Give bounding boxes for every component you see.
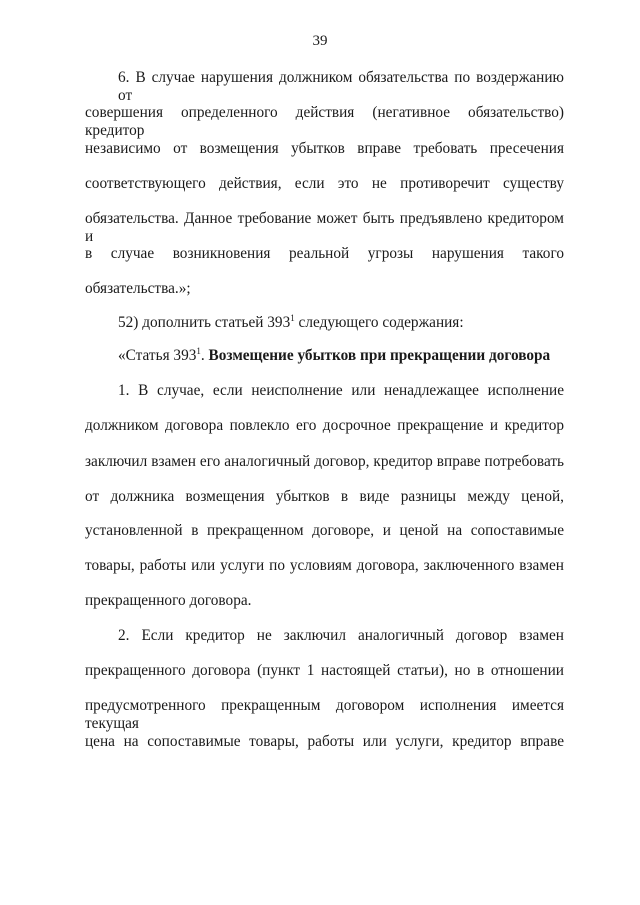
text-line: обязательства. Данное требование может быть предъявлено кредитором и — [85, 210, 564, 245]
superscript: 1 — [196, 346, 201, 356]
text-line: 1. В случае, если неисполнение или ненадлежащее исполнение — [118, 382, 564, 399]
text-line: прекращенного договора. — [85, 592, 252, 609]
text-line: прекращенного договора (пункт 1 настоящей статьи), но в отношении — [85, 662, 564, 679]
amendment-line — [118, 314, 564, 332]
amendment-text: следующего содержания: — [294, 314, 464, 331]
text-line: обязательства.»; — [85, 280, 191, 297]
text-line: независимо от возмещения убытков вправе требовать пресечения — [85, 140, 564, 157]
text-line: заключил взамен его аналогичный договор, кредитор вправе потребовать — [85, 453, 564, 470]
article-label: «Статья 393 — [118, 347, 197, 364]
article-heading — [118, 347, 564, 365]
page-number: 39 — [312, 33, 328, 49]
article-dot: . — [200, 347, 209, 364]
superscript: 1 — [290, 313, 295, 323]
text-line: товары, работы или услуги по условиям договора, заключенного взамен — [85, 557, 564, 574]
text-line: соответствующего действия, если это не противоречит существу — [85, 175, 564, 192]
text-line: совершения определенного действия (негативное обязательство) кредитор — [85, 104, 564, 139]
article-title: Возмещение убытков при прекращении договора — [208, 347, 551, 364]
text-line: предусмотренного прекращенным договором исполнения имеется текущая — [85, 697, 564, 732]
text-line: должником договора повлекло его досрочное прекращение и кредитор — [85, 417, 564, 434]
text-line: 6. В случае нарушения должником обязательства по воздержанию от — [118, 69, 564, 104]
text-line: установленной в прекращенном договоре, и ценой на сопоставимые — [85, 522, 564, 539]
text-line: в случае возникновения реальной угрозы нарушения такого — [85, 245, 564, 262]
text-line: цена на сопоставимые товары, работы или услуги, кредитор вправе — [85, 733, 564, 750]
amendment-text: 52) дополнить статьей 393 — [118, 314, 291, 331]
text-line: 2. Если кредитор не заключил аналогичный договор взамен — [118, 627, 564, 644]
text-line: от должника возмещения убытков в виде разницы между ценой, — [85, 488, 564, 505]
